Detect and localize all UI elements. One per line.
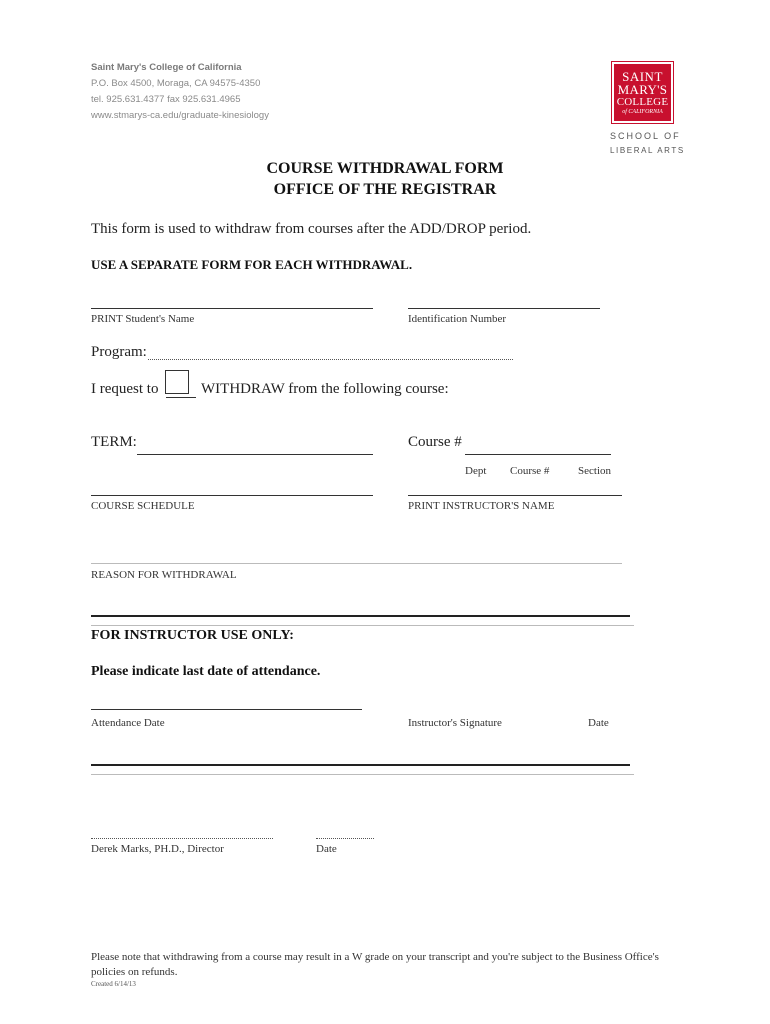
section-divider	[91, 615, 630, 617]
separate-form-notice: USE A SEPARATE FORM FOR EACH WITHDRAWAL.	[91, 257, 413, 272]
reason-line[interactable]	[91, 563, 622, 564]
id-number-label: Identification Number	[408, 313, 507, 325]
college-logo	[612, 62, 673, 123]
withdraw-underline	[166, 397, 196, 398]
id-number-line[interactable]	[408, 308, 600, 309]
college-url: www.stmarys-ca.edu/graduate-kinesiology	[91, 110, 269, 121]
created-date: Created 6/14/13	[91, 980, 136, 988]
reason-label: REASON FOR WITHDRAWAL	[91, 569, 237, 581]
intro-text: This form is used to withdraw from courses after the ADD/DROP period.	[91, 221, 532, 237]
signature-divider-light	[91, 774, 634, 775]
instructor-signature-label: Instructor's Signature	[408, 717, 502, 729]
college-name: Saint Mary's College of California	[91, 62, 242, 73]
instructor-date-label: Date	[588, 717, 609, 729]
logo-line-3: COLLEGE	[616, 96, 669, 108]
withdraw-checkbox[interactable]	[165, 370, 189, 394]
term-label: TERM:	[91, 434, 137, 450]
student-name-label: PRINT Student's Name	[91, 313, 195, 325]
logo-line-1: SAINT	[622, 69, 663, 84]
signature-divider	[91, 764, 630, 766]
request-prefix: I request to	[91, 381, 159, 397]
program-label: Program:	[91, 344, 147, 360]
form-subtitle: OFFICE OF THE REGISTRAR	[273, 181, 497, 198]
college-address: P.O. Box 4500, Moraga, CA 94575-4350	[91, 78, 261, 89]
course-schedule-label: COURSE SCHEDULE	[91, 500, 195, 512]
program-line[interactable]	[148, 359, 513, 360]
logo-line-4: of CALIFORNIA	[622, 109, 663, 115]
logo-line-2: MARY'S	[617, 82, 668, 97]
term-line[interactable]	[137, 454, 373, 455]
attendance-date-line[interactable]	[91, 709, 362, 710]
course-sub-label: Course #	[510, 465, 550, 477]
course-schedule-line[interactable]	[91, 495, 373, 496]
director-name-label: Derek Marks, PH.D., Director	[91, 843, 224, 855]
refund-note: Please note that withdrawing from a course may result in a W grade on your transcript and you're subject to the Business Office's policies on refunds.	[91, 951, 659, 978]
section-divider-light	[91, 625, 634, 626]
instructor-name-label: PRINT INSTRUCTOR'S NAME	[408, 500, 555, 512]
instructor-name-line[interactable]	[408, 495, 622, 496]
instructor-heading: FOR INSTRUCTOR USE ONLY:	[91, 628, 294, 643]
attendance-prompt: Please indicate last date of attendance.	[91, 664, 321, 679]
college-phone: tel. 925.631.4377 fax 925.631.4965	[91, 94, 241, 105]
dept-label: Dept	[465, 465, 487, 477]
director-date-label: Date	[316, 843, 337, 855]
course-number-line[interactable]	[465, 454, 611, 455]
attendance-date-label: Attendance Date	[91, 717, 165, 729]
section-label: Section	[578, 465, 611, 477]
course-number-label: Course #	[408, 434, 462, 450]
request-suffix: WITHDRAW from the following course:	[201, 381, 449, 397]
form-title: COURSE WITHDRAWAL FORM	[266, 160, 504, 177]
student-name-line[interactable]	[91, 308, 373, 309]
director-date-line[interactable]	[316, 838, 374, 839]
director-signature-line[interactable]	[91, 838, 273, 839]
school-line-2: LIBERAL ARTS	[610, 146, 685, 155]
school-line-1: SCHOOL OF	[610, 131, 681, 141]
